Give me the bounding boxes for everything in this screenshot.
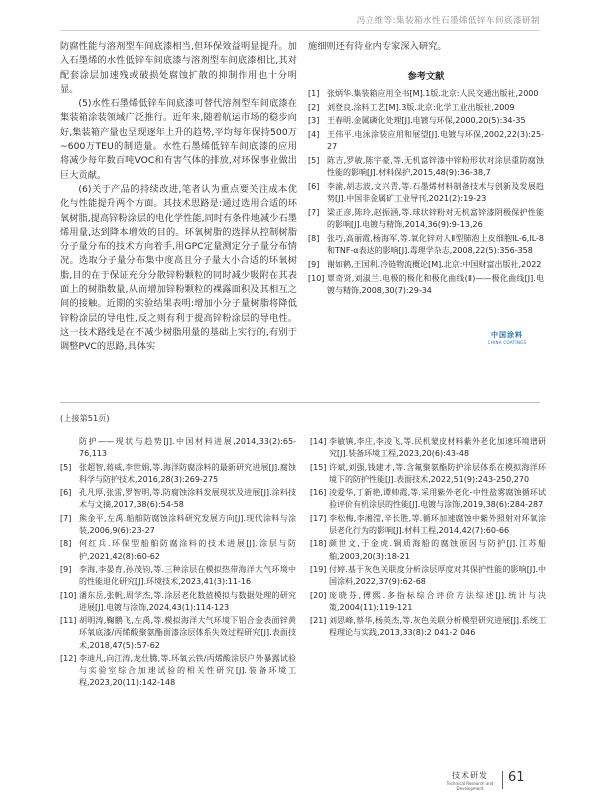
reference-item: [10] 潘东岳,张帆,周学杰,等.涂层老化数值模拟与数据处理的研究进展[J].电镀与涂饰,2024,43(1):114-123	[60, 590, 296, 612]
references-title: 参考文献	[407, 71, 445, 83]
reference-item: [8] 张巧,高丽霞,杨海军,等.氧化锌对人Ⅱ型肺泡上皮细胞IL-6,IL-8和TNF-α表达的影响[J].毒理学杂志,2008,22(5):356-358	[308, 234, 544, 256]
reference-item: [10] 覃奇贤,刘淑兰.电极的极化和极化曲线(Ⅱ)——极化曲线[J].电镀与精饰,2008,30(7):29-34	[308, 273, 544, 296]
reference-item: [7] 梁正彦,陈玲,赵振涵,等.球状锌粉对无机富锌漆阴极保护性能的影响[J].电镀与精饰,2014,36(9):9-13,26	[308, 208, 544, 230]
reference-item: [9] 谢如鹤,王国利.冷链物流概论[M].北京:中国财富出版社,2022	[308, 260, 542, 270]
continued-note: (上接第51页)	[60, 413, 110, 423]
reference-item: 防护——现状与趋势[J].中国材料进展,2014,33(2):65-76,113	[79, 437, 296, 459]
reference-item: [8] 何红兵.环保型船舶防腐涂料的技术进展[J].涂层与防护,2021,42(8):60-62	[60, 539, 296, 561]
reference-item: [15] 许斌,刘强,钱建才,等.含氟聚氨酯防护涂层体系在模拟海洋环境下的防护性能[J].表面技术,2022,51(9):243-250,270	[310, 462, 546, 484]
body-left-column	[60, 40, 297, 355]
journal-section-label	[440, 770, 500, 791]
section-divider	[60, 402, 540, 403]
body-paragraph: (6)关于产品的持续改进,笔者认为重点要关注成本优化与性能提升两个方面。其技术思路是:通过选用合适的环氧树脂,提高锌粉涂层的电化学性能,同时有条件地减少石墨烯用量,达到降本增效的目的。环氧树脂的选择从控制树脂分子量分布的技术方向着手,用GPC定量测定分子量分布情况。选取分子量分布集中度高且分子量大小合适的环氧树脂,目的在于保证充分分散锌粉颗粒的同时减少吸附在其表面上的树脂数量,从而增加锌粉颗粒的裸露面积及其相互之间的接触。近期的实验结果表明:增加小分子量树脂将降低锌粉涂层的导电性,反之则有利于提高锌粉涂层的导电性。这一技术路线是在不减少树脂用量的基础上实行的,有别于调整PVC的思路,具体实	[60, 183, 297, 353]
reference-item: [5] 张超智,蒋威,李世娟,等.海洋防腐涂料的最新研究进展[J].腐蚀科学与防护技术,2016,28(3):269-275	[60, 462, 296, 484]
body-paragraph: 施细则还有待业内专家深入研究。	[308, 41, 447, 52]
page-number: 61	[508, 770, 525, 785]
reference-item: [5] 陈吉,罗敏,陈宇豪,等.无机富锌漆中锌粉形状对涂层重防腐蚀性能的影响[J].材料保护,2015,48(9):36-38,7	[308, 156, 544, 178]
reference-item: [16] 凌爱华,丁新艳,谭帅霞,等.采用紫外老化-中性盐雾腐蚀循环试验评价有机涂层的性能[J].电镀与涂饰,2019,38(6):284-287	[310, 488, 546, 510]
body-paragraph: 防腐性能与溶剂型车间底漆相当,但环保效益明显提升。加入石墨烯的水性低锌车间底漆与溶剂型车间底漆相比,其对配套涂层加速残或破损处腐蚀扩散的抑制作用也十分明显。	[60, 41, 297, 95]
china-coatings-logo	[476, 330, 538, 345]
reference-item: [18] 颜世文,于金虎.铜质海船的腐蚀原因与防护[J].江苏船舶,2003,20(3):18-21	[310, 539, 546, 561]
reference-item: [17] 李松梅,李湘滢,辛长胜,等.循环加速腐蚀中紫外照射对环氧涂层老化行为的影响[J].材料工程,2014,42(7):60-66	[310, 513, 546, 535]
running-header: 冯立维等:集装箱水性石墨烯低锌车间底漆研制	[356, 16, 540, 26]
header-rule	[60, 30, 540, 31]
section-label-cn: 技术研发	[452, 771, 488, 780]
reference-item: [3] 王春明.金属磷化处理[J].电镀与环保,2000,20(5):34-35	[308, 116, 526, 126]
reference-item: [14] 李敏镇,李庄,李凌飞,等.民机蒙皮材料紫外老化加速环境谱研究[J].装备环境工程,2023,20(6):43-48	[310, 437, 546, 459]
logo-text: 中国涂料	[491, 331, 523, 339]
continued-references-left	[60, 436, 296, 691]
reference-item: [6] 孔凡厚,张雷,罗智明,等.防腐蚀涂料发展现状及进展[J].涂料技术与文摘,2017,38(6):54-58	[60, 488, 296, 510]
reference-item: [2] 刘登良.涂料工艺[M].3版.北京:化学工业出版社,2009	[308, 102, 515, 112]
reference-item: [7] 熊金平,左禹.船舶防腐蚀涂料研究发展方向[J].现代涂料与涂装,2006,9(6):23-27	[60, 513, 296, 535]
body-paragraph: (5)水性石墨烯低锌车间底漆可替代溶剂型车间底漆在集装箱涂装领域广泛推行。近年来,随着航运市场的稳步向好,集装箱产量也呈现逐年上升的趋势,平均每年保持500万~600万TEU的制造量。水性石墨烯低锌车间底漆的应用将减少每年数百吨VOC和有害气体的排放,对环保事业做出巨大贡献。	[60, 98, 297, 181]
reference-item: [21] 刘思峰,蔡华,杨英杰,等.灰色关联分析模型研究进展[J].系统工程理论与实践,2013,33(8):2 041-2 046	[310, 616, 546, 638]
section-label-en: Technical Research and Development	[446, 781, 494, 791]
logo-subtext: CHINA COATINGS	[487, 340, 527, 345]
reference-item: [4] 王伟平.电泳涂装应用和展望[J].电镀与环保,2002,22(3):25-27	[308, 130, 544, 152]
reference-item: [1] 张炳华.集装箱应用全书[M].1版.北京:人民交通出版社,2000	[308, 89, 539, 99]
body-right-column	[308, 40, 544, 299]
reference-item: [19] 付婷.基于灰色关联度分析涂层厚度对其保护性能的影响[J].中国涂料,2022,37(9):62-68	[310, 564, 546, 587]
references-list	[308, 88, 544, 297]
continued-references-right	[310, 436, 546, 641]
reference-item: [20] 庞晓芬,傅熙.多指标综合评价方法综述[J].统计与决策,2004(11):119-121	[310, 590, 546, 612]
footer-separator	[502, 771, 503, 789]
reference-item: [11] 胡明涛,鞠鹏飞,左禹,等.模拟海洋大气环境下铝合金表面锌黄环氧底漆/丙烯酸聚氨酯面漆涂层体系失效过程研究[J].表面技术,2018,47(5):57-62	[60, 616, 296, 650]
reference-item: [9] 李海,李晏育,孙茂钧,等.三种涂层在模拟热带海洋大气环境中的性能退化研究[J].环境技术,2023,41(3):11-16	[60, 564, 296, 587]
reference-item: [6] 李渝,胡志波,文兴青,等.石墨烯材料制备技术与创新及发展趋势[J].中国非金属矿工业导刊,2021(2):19-23	[308, 182, 544, 204]
reference-item: [12] 李迪凡,向江涛,龙仕腾,等.环氧云铁/丙烯酸涂层户外暴露试验与实验室综合加速试验的相关性研究[J].装备环境工程,2023,20(11):142-148	[60, 653, 296, 688]
